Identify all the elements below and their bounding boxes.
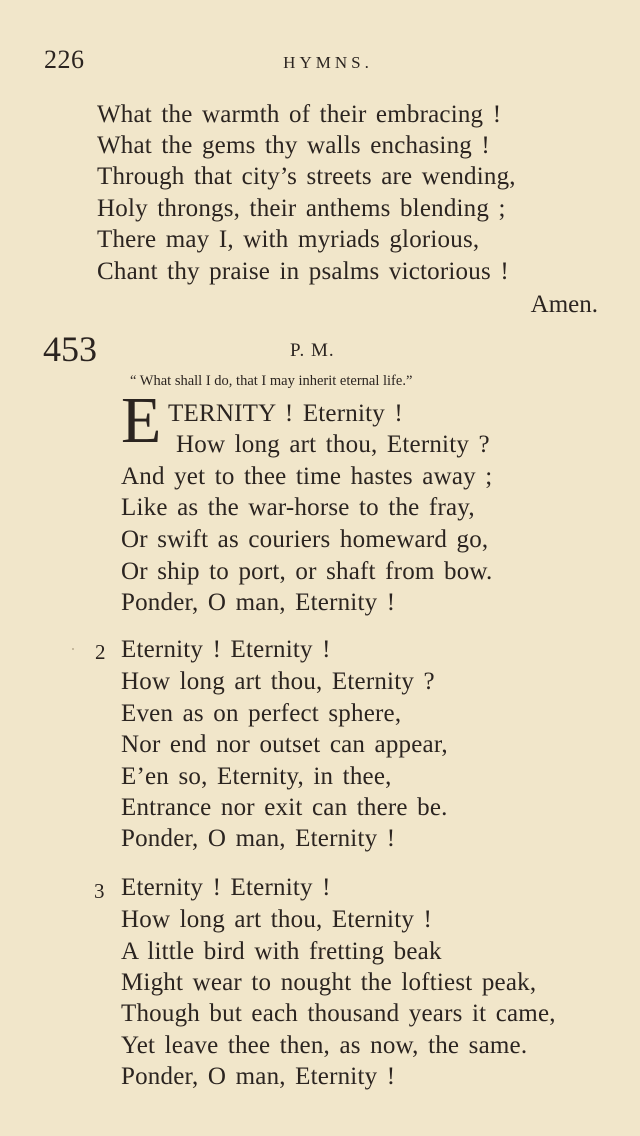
drop-cap: E <box>121 384 162 457</box>
prev-hymn-line: Chant thy praise in psalms victorious ! <box>97 258 509 285</box>
verse-line: Nor end nor outset can appear, <box>121 731 448 758</box>
running-head: HYMNS. <box>283 53 373 72</box>
verse-line: How long art thou, Eternity ? <box>176 431 490 458</box>
verse-line: Yet leave thee then, as now, the same. <box>121 1032 528 1059</box>
hymn-epigraph: “ What shall I do, that I may inherit eternal life.” <box>130 373 413 389</box>
prev-hymn-line: Holy throngs, their anthems blending ; <box>97 195 506 222</box>
verse-line: Or ship to port, or shaft from bow. <box>121 558 493 585</box>
verse-line: TERNITY ! Eternity ! <box>168 400 403 427</box>
verse-line: Ponder, O man, Eternity ! <box>121 1063 396 1090</box>
prev-hymn-line: Through that city’s streets are wending, <box>97 163 516 190</box>
verse-line: Eternity ! Eternity ! <box>121 874 331 901</box>
verse-line: A little bird with fretting beak <box>121 938 442 965</box>
verse-line: Even as on perfect sphere, <box>121 700 402 727</box>
prev-hymn-line: There may I, with myriads glorious, <box>97 226 480 253</box>
page-number: 226 <box>44 45 85 74</box>
verse-line: How long art thou, Eternity ! <box>121 906 433 933</box>
verse-line: Like as the war-horse to the fray, <box>121 494 475 521</box>
prev-hymn-line: What the warmth of their embracing ! <box>97 101 502 128</box>
verse-line: Though but each thousand years it came, <box>121 1000 556 1027</box>
prev-hymn-line: What the gems thy walls enchasing ! <box>97 132 490 159</box>
verse-number: 2 <box>95 640 106 664</box>
amen: Amen. <box>530 291 598 318</box>
verse-line: Eternity ! Eternity ! <box>121 636 331 663</box>
verse-line: And yet to thee time hastes away ; <box>121 463 493 490</box>
verse-line: E’en so, Eternity, in thee, <box>121 763 392 790</box>
verse-line: Or swift as couriers homeward go, <box>121 526 489 553</box>
verse-line: Might wear to nought the loftiest peak, <box>121 969 537 996</box>
hymn-meter: P. M. <box>290 340 335 361</box>
verse-number: 3 <box>94 879 105 903</box>
verse-line: Ponder, O man, Eternity ! <box>121 825 396 852</box>
verse-line: Ponder, O man, Eternity ! <box>121 589 396 616</box>
verse-line: How long art thou, Eternity ? <box>121 668 435 695</box>
verse-line: Entrance nor exit can there be. <box>121 794 448 821</box>
paper-speck <box>72 648 74 650</box>
hymn-number: 453 <box>43 329 97 369</box>
